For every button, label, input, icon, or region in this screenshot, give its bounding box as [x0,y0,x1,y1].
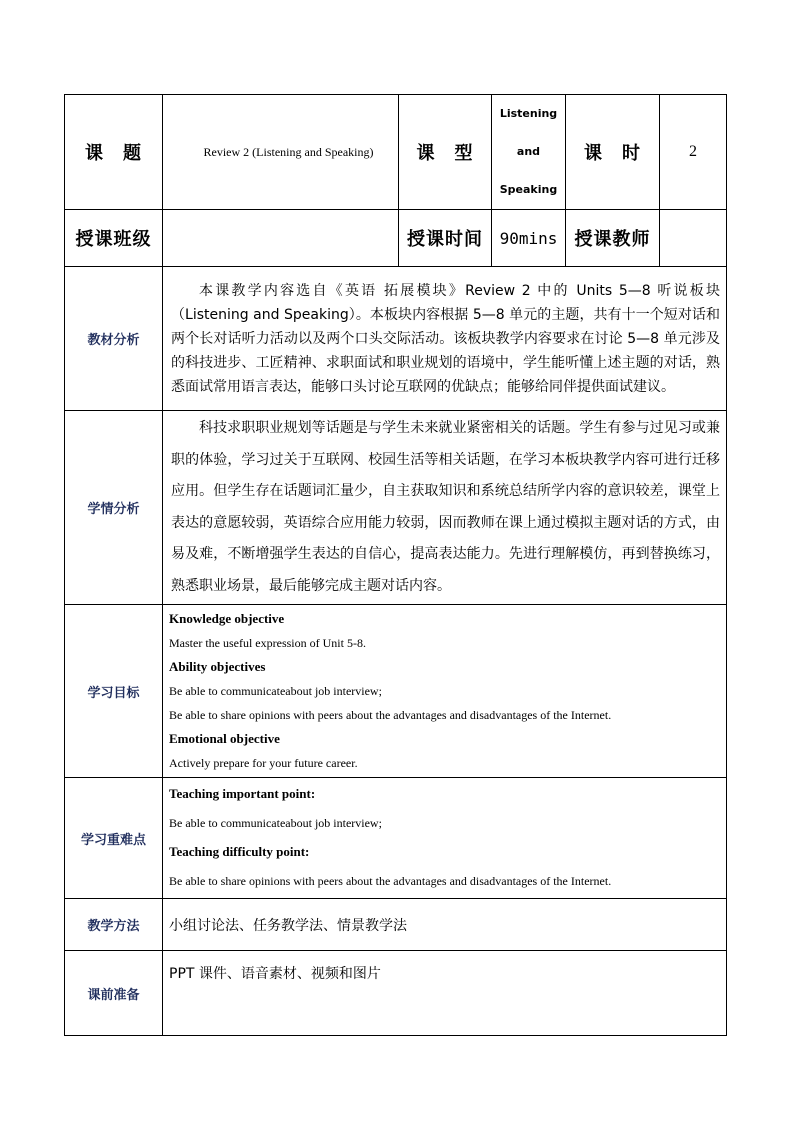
material-row [65,267,727,411]
class-row [65,210,727,267]
difficulty-heading: Teaching difficulty point: [169,844,310,859]
type-label: 课 型 [399,95,492,210]
emotional-text: Actively prepare for your future career. [169,756,358,770]
key-points-label: 学习重难点 [65,778,163,899]
lesson-plan-table [64,94,727,1036]
material-label: 教材分析 [65,267,163,411]
methods-label: 教学方法 [65,899,163,951]
important-text: Be able to communicateabout job interview; [169,816,382,830]
teacher-value [660,210,727,267]
emotional-heading: Emotional objective [169,731,280,746]
objectives-row [65,605,727,778]
objectives-label: 学习目标 [65,605,163,778]
time-value: 90mins [492,210,566,267]
hours-value: 2 [660,95,727,210]
preparation-text: PPT 课件、语音素材、视频和图片 [163,951,727,1036]
material-cell [163,267,727,411]
hours-label: 课 时 [566,95,660,210]
topic-label: 课 题 [65,95,163,210]
topic-value: Review 2 (Listening and Speaking) [163,95,399,210]
teacher-label: 授课教师 [566,210,660,267]
important-heading: Teaching important point: [169,786,316,801]
class-value [163,210,399,267]
time-label: 授课时间 [399,210,492,267]
preparation-row [65,951,727,1036]
ability-text-1: Be able to communicateabout job interview; [169,684,382,698]
key-points-cell [163,778,727,899]
type-line-3: Speaking [499,183,558,196]
objectives-cell [163,605,727,778]
methods-text: 小组讨论法、任务教学法、情景教学法 [163,899,727,951]
key-points-row [65,778,727,899]
learner-cell [163,411,727,605]
class-label: 授课班级 [65,210,163,267]
preparation-label: 课前准备 [65,951,163,1036]
knowledge-heading: Knowledge objective [169,611,285,626]
material-text: 本课教学内容选自《英语 拓展模块》Review 2 中的 Units 5—8 听说板块（Listening and Speaking）。本板块内容根据 5—8 单元的主题，共有十一个短对话和两个长对话听力活动以及两个口头交际活动。该板块教学内容要求在讨论 5—8 单元涉及的科技进步、工匠精神、求职面试和职业规划的语境中，学生能听懂上述主题的对话，熟悉面试常用语言表达，能够口头讨论互联网的优缺点；能够给同伴提供面试建议。 [171,282,720,395]
header-row [65,95,727,210]
learner-text: 科技求职职业规划等话题是与学生未来就业紧密相关的话题。学生有参与过见习或兼职的体验，学习过关于互联网、校园生活等相关话题，在学习本板块教学内容可进行迁移应用。但学生存在话题词汇量少，自主获取知识和系统总结所学内容的意识较差，课堂上表达的意愿较弱，英语综合应用能力较弱，因而教师在课上通过模拟主题对话的方式，由易及难，不断增强学生表达的自信心，提高表达能力。先进行理解模仿，再到替换练习，熟悉职业场景，最后能够完成主题对话内容。 [171,420,720,594]
difficulty-text: Be able to share opinions with peers about the advantages and disadvantages of the Internet. [169,874,612,888]
methods-row [65,899,727,951]
knowledge-text: Master the useful expression of Unit 5-8. [169,636,366,650]
learner-label: 学情分析 [65,411,163,605]
ability-text-2: Be able to share opinions with peers about the advantages and disadvantages of the Internet. [169,708,612,722]
type-line-1: Listening [499,107,558,120]
ability-heading: Ability objectives [169,659,266,674]
type-line-2: and [516,145,541,158]
learner-row [65,411,727,605]
type-value [492,95,566,210]
